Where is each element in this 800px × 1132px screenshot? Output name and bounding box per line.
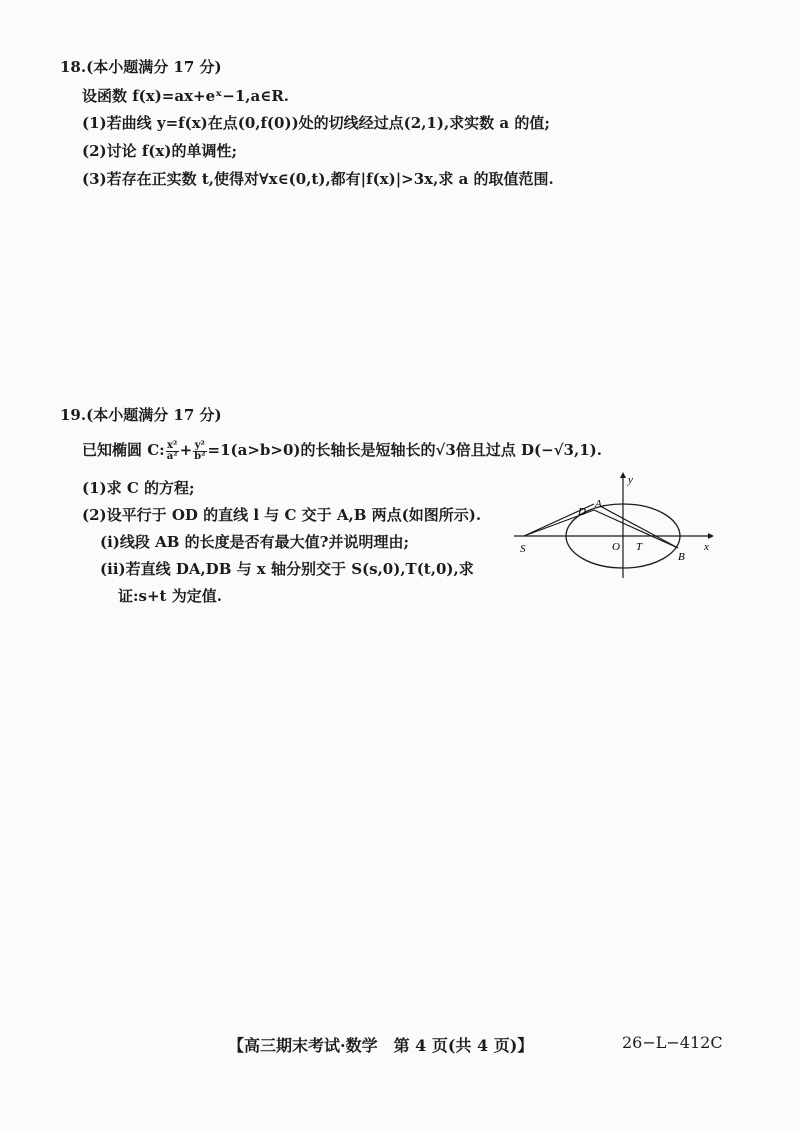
plus-sign: + bbox=[179, 441, 193, 459]
y-axis-arrow bbox=[620, 472, 626, 478]
q19-part2-i: (ⅰ)线段 AB 的长度是否有最大值?并说明理由; bbox=[100, 533, 409, 551]
q18-part1: (1)若曲线 y=f(x)在点(0,f(0))处的切线经过点(2,1),求实数 a 的值; bbox=[82, 114, 550, 132]
fraction-denominator: b² bbox=[194, 450, 206, 462]
q19-part2-ii-continued: 证:s+t 为定值. bbox=[118, 587, 222, 605]
label-d: D bbox=[578, 506, 586, 518]
q19-stem bbox=[82, 440, 602, 462]
fraction-y2-b2 bbox=[193, 441, 206, 462]
fraction-x2-a2 bbox=[166, 441, 179, 462]
exam-code: 26−L−412C bbox=[622, 1033, 723, 1052]
q18-part2: (2)讨论 f(x)的单调性; bbox=[82, 142, 237, 160]
q19-stem-suffix: =1(a>b>0)的长轴长是短轴长的√3倍且过点 D(−√3,1). bbox=[207, 441, 602, 459]
page-footer: 【高三期末考试·数学 第 4 页(共 4 页)】 bbox=[228, 1036, 534, 1055]
label-a: A bbox=[595, 498, 602, 510]
q19-part2: (2)设平行于 OD 的直线 l 与 C 交于 A,B 两点(如图所示). bbox=[82, 506, 482, 524]
label-s: S bbox=[520, 543, 526, 555]
q18-stem: 设函数 f(x)=ax+eˣ−1,a∈R. bbox=[82, 87, 290, 105]
q18-part3: (3)若存在正实数 t,使得对∀x∈(0,t),都有|f(x)|>3x,求 a 的取值范围. bbox=[82, 170, 554, 188]
ellipse-figure bbox=[512, 470, 722, 580]
q19-stem-prefix: 已知椭圆 C: bbox=[82, 441, 165, 459]
label-b: B bbox=[678, 551, 685, 563]
q19-part1: (1)求 C 的方程; bbox=[82, 479, 195, 497]
q19-heading: 19.(本小题满分 17 分) bbox=[60, 406, 222, 424]
label-x: x bbox=[704, 541, 709, 553]
fraction-denominator: a² bbox=[166, 450, 178, 462]
label-o: O bbox=[612, 541, 620, 553]
x-axis-arrow bbox=[708, 533, 714, 539]
label-t: T bbox=[636, 541, 643, 553]
q18-heading: 18.(本小题满分 17 分) bbox=[60, 58, 222, 76]
fraction-numerator: x² bbox=[166, 439, 178, 451]
q19-part2-ii: (ⅱ)若直线 DA,DB 与 x 轴分别交于 S(s,0),T(t,0),求 bbox=[100, 560, 474, 578]
fraction-numerator: y² bbox=[194, 439, 205, 451]
label-y: y bbox=[628, 474, 633, 486]
